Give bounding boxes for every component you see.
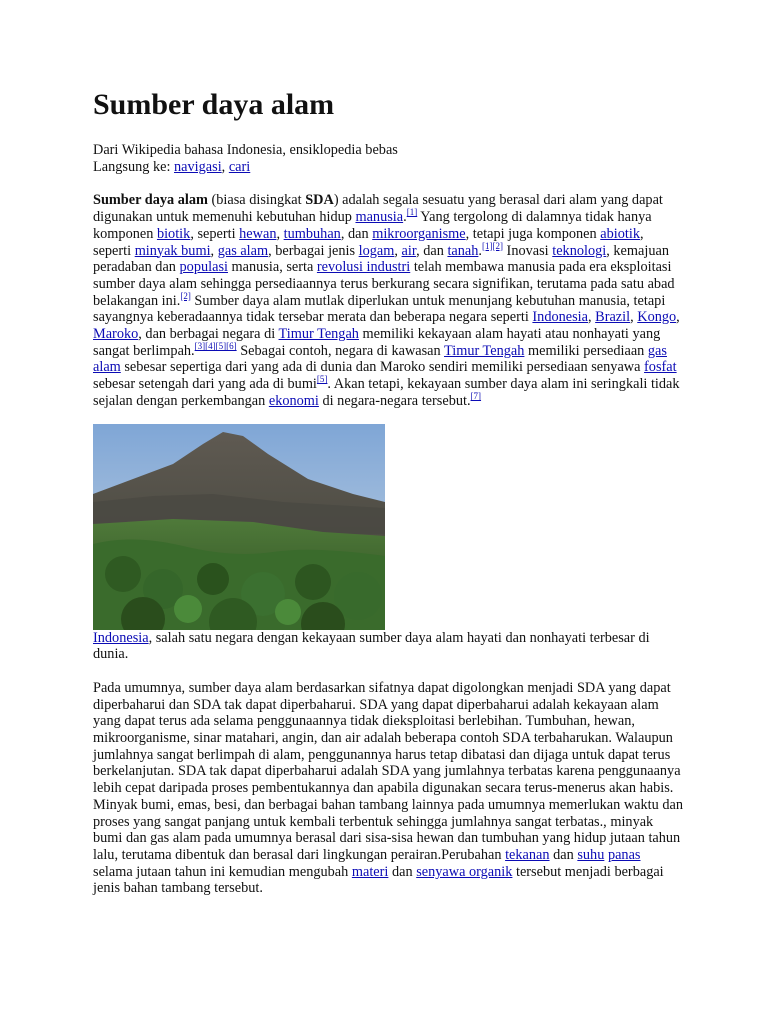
article-link[interactable]: ekonomi bbox=[268, 392, 319, 409]
article-link[interactable]: abiotik bbox=[600, 225, 640, 242]
text-run: manusia, serta bbox=[227, 259, 317, 276]
article-link[interactable]: logam bbox=[358, 242, 395, 259]
article-link[interactable]: minyak bumi bbox=[134, 242, 211, 259]
text-run: Inovasi bbox=[502, 242, 553, 259]
article-link[interactable]: biotik bbox=[156, 225, 191, 242]
mountain-landscape-photo bbox=[93, 424, 385, 630]
article-link[interactable]: tekanan bbox=[505, 846, 550, 863]
text-run: sebesar setengah dari yang ada di bumi bbox=[93, 376, 317, 393]
jump-separator: , bbox=[221, 158, 229, 175]
text-run: , bbox=[630, 309, 638, 326]
bold-term: Sumber daya alam bbox=[93, 192, 208, 209]
reference-link[interactable]: [3][4][5][6] bbox=[194, 340, 237, 351]
intro-paragraph bbox=[93, 192, 683, 409]
reference-link[interactable]: [1] bbox=[406, 207, 418, 218]
article-link[interactable]: panas bbox=[607, 846, 641, 863]
text-run: memiliki kekayaan alam hayati atau nonhayati yang sangat berlimpah. bbox=[93, 326, 661, 359]
article-link[interactable]: gas alam bbox=[217, 242, 269, 259]
text-run: (biasa disingkat bbox=[207, 192, 306, 209]
text-run: , seperti bbox=[93, 225, 644, 259]
text-run: ) adalah segala sesuatu yang berasal dari alam yang dapat digunakan untuk memenuhi kebutuhan hidup bbox=[93, 192, 663, 226]
text-run: , bbox=[394, 242, 402, 259]
reference-superscript bbox=[471, 391, 482, 401]
article-link[interactable]: suhu bbox=[577, 846, 605, 863]
article-link[interactable]: Kongo bbox=[637, 309, 677, 326]
reference-superscript bbox=[407, 207, 418, 217]
article-link[interactable]: revolusi industri bbox=[316, 259, 411, 276]
page-title: Sumber daya alam bbox=[93, 88, 335, 121]
text-run: Yang tergolong di dalamnya tidak hanya komponen bbox=[93, 209, 652, 242]
text-run: Sumber daya alam mutlak diperlukan untuk menunjang kebutuhan manusia, tetapi sayangnya keberadaannya tidak tersebar merata dan beberapa negara seperti bbox=[93, 292, 666, 326]
text-run: memiliki persediaan bbox=[524, 342, 648, 359]
text-run: . bbox=[403, 209, 407, 226]
article-link[interactable]: populasi bbox=[179, 259, 228, 276]
text-run: , dan bbox=[340, 225, 373, 242]
text-run: Sebagai contoh, negara di kawasan bbox=[236, 342, 444, 359]
reference-link[interactable]: [2] bbox=[180, 290, 191, 301]
search-link[interactable]: cari bbox=[228, 158, 251, 175]
article-link[interactable]: gas alam bbox=[93, 342, 667, 376]
article-link[interactable]: mikroorganisme bbox=[372, 225, 466, 242]
text-run: , dan bbox=[416, 242, 448, 259]
text-run: . bbox=[478, 242, 482, 259]
text-run: , salah satu negara dengan kekayaan sumber daya alam hayati dan nonhayati terbesar di dunia. bbox=[93, 629, 650, 663]
article-link[interactable]: manusia bbox=[355, 209, 404, 226]
reference-link[interactable]: [1][2] bbox=[481, 240, 503, 251]
text-run: , seperti bbox=[190, 225, 240, 242]
text-run: dan bbox=[388, 863, 417, 880]
figure-caption bbox=[93, 630, 663, 663]
jump-links bbox=[93, 159, 683, 176]
navigation-link[interactable]: navigasi bbox=[174, 158, 222, 175]
reference-superscript bbox=[180, 291, 191, 301]
article bbox=[93, 88, 683, 897]
article-link[interactable]: Indonesia bbox=[532, 309, 588, 326]
article-link[interactable]: teknologi bbox=[552, 242, 607, 259]
text-run: tersebut menjadi berbagai jenis bahan tambang tersebut. bbox=[93, 863, 664, 897]
text-run: . Akan tetapi, kekayaan sumber daya alam ini seringkali tidak sejalan dengan perkembangan bbox=[93, 376, 680, 409]
text-run: , bbox=[210, 242, 218, 259]
jump-label: Langsung ke: bbox=[93, 158, 171, 175]
article-link[interactable]: materi bbox=[351, 863, 389, 880]
article-link[interactable]: tumbuhan bbox=[283, 225, 341, 242]
article-subtitle: Dari Wikipedia bahasa Indonesia, ensiklopedia bebas bbox=[93, 142, 398, 158]
article-link[interactable]: Maroko bbox=[93, 326, 139, 343]
text-run: , bbox=[676, 309, 680, 326]
text-run: , tetapi juga komponen bbox=[465, 225, 601, 242]
reference-superscript bbox=[317, 374, 328, 384]
article-link[interactable]: Timur Tengah bbox=[444, 342, 525, 359]
text-run: selama jutaan tahun ini kemudian mengubah bbox=[93, 863, 352, 880]
article-link[interactable]: senyawa organik bbox=[416, 863, 513, 880]
reference-link[interactable]: [7] bbox=[470, 391, 482, 402]
article-link[interactable]: Brazil bbox=[595, 309, 631, 326]
text-run: , kemajuan peradaban dan bbox=[93, 242, 669, 276]
article-link[interactable]: air bbox=[401, 242, 417, 259]
text-run: Pada umumnya, sumber daya alam berdasarkan sifatnya dapat digolongkan menjadi SDA yang dapat diperbaharui dan SDA tak dapat diperbaharui. SDA yang dapat diperbaharui adalah kekayaan alam yang dapat terus ada selama penggunaannya tidak dieksploitasi berlebihan. Tumbuhan, hewan, mikroorganisme, sinar matahari, angin, dan air adalah beberapa contoh SDA terbaharukan. Walaupun jumlahnya sangat berlimpah di alam, penggunannya harus tetap dibatasi dan dijaga untuk dapat terus berkelanjutan. SDA tak dapat diperbaharui adalah SDA yang jumlahnya terbatas karena penggunaanya lebih cepat daripada proses pembentukannya dan apabila digunakan secara terus-menerus akan habis. Minyak bumi, emas, besi, dan berbagai bahan tambang lainnya pada umumnya memerlukan waktu dan proses yang sangat panjang untuk kembali terbentuk sehingga jumlahnya sangat terbatas., minyak bumi dan gas alam pada umumnya berasal dari sisa-sisa hewan dan tumbuhan yang hidup jutaan tahun lalu, terutama dibentuk dan berasal dari lingkungan perairan.Perubahan bbox=[93, 679, 683, 863]
reference-superscript bbox=[482, 241, 503, 251]
article-link[interactable]: Indonesia bbox=[93, 629, 149, 646]
article-link[interactable]: fosfat bbox=[644, 359, 677, 376]
article-link[interactable]: tanah bbox=[447, 242, 479, 259]
text-run: di negara-negara tersebut. bbox=[318, 392, 471, 409]
bold-term: SDA bbox=[305, 192, 334, 209]
reference-link[interactable]: [5] bbox=[316, 374, 328, 385]
text-run: , bbox=[276, 225, 284, 242]
text-run: , dan berbagai negara di bbox=[138, 326, 279, 343]
classification-paragraph bbox=[93, 680, 683, 897]
figure bbox=[93, 424, 683, 630]
article-link[interactable]: Timur Tengah bbox=[278, 326, 359, 343]
text-run: , berbagai jenis bbox=[268, 242, 359, 259]
text-run: telah membawa manusia pada era eksploitasi sumber daya alam sehingga persediaannya terus berkurang secara signifikan, terutama pada satu abad belakangan ini. bbox=[93, 259, 675, 309]
article-link[interactable]: hewan bbox=[239, 225, 277, 242]
text-run: sebesar sepertiga dari yang ada di dunia dan Maroko sendiri memiliki persediaan senyawa bbox=[120, 359, 645, 376]
text-run: , bbox=[588, 309, 596, 326]
reference-superscript bbox=[195, 341, 237, 351]
text-run: dan bbox=[549, 846, 578, 863]
